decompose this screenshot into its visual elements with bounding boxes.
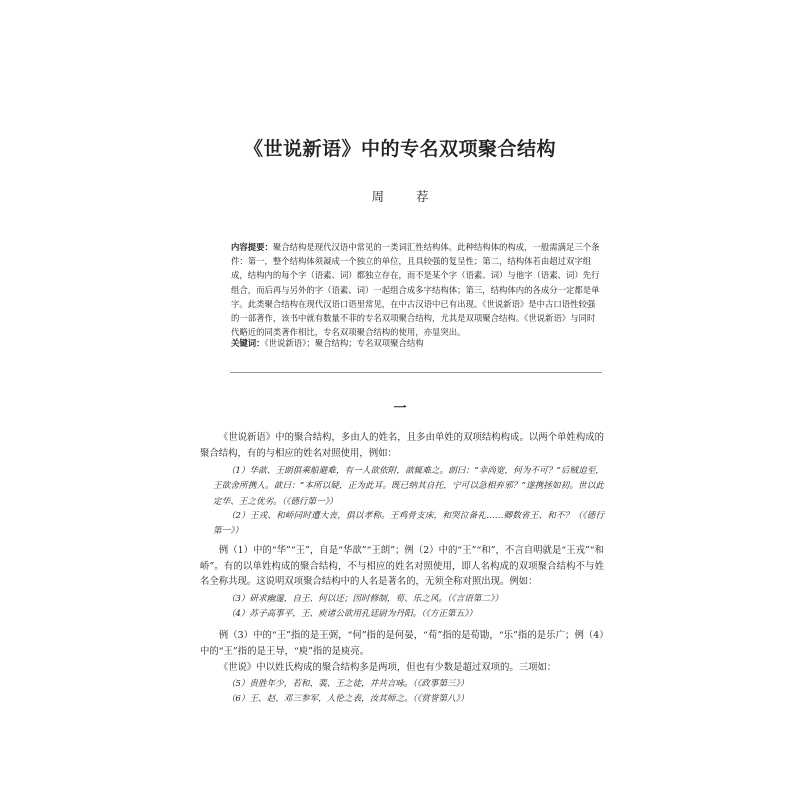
paragraph-3: 例（3）中的“王”指的是王弼，“何”指的是何晏，“荀”指的是荀勖，“乐”指的是乐广；例（4）中的“王”指的是王导，“庾”指的是庾亮。 <box>200 630 604 657</box>
quote-4: （4）苏子高事平，王、庾诸公欲用孔廷尉为丹阳。（《方正第五》） <box>226 609 478 619</box>
abstract-label: 内容提要： <box>231 242 273 252</box>
keywords <box>231 336 601 350</box>
quote-6: （6）王、赵、邓三参军，人伦之表，汝其师之。（《赏誉第八》） <box>226 694 469 704</box>
paper-title: 《世说新语》中的专名双项聚合结构 <box>243 138 556 160</box>
keywords-text: 《世说新语》；聚合结构；专名双项聚合结构 <box>264 338 424 348</box>
quote-2: （2）王戎、和峤同时遭大丧，俱以孝称。王鸡骨支床，和哭泣备礼……卿数省王、和不？（《德行第一》） <box>213 511 604 537</box>
quote-3: （3）研求幽邃，自王、何以还；因时修制，荀、乐之风。（《言语第二》） <box>226 594 503 604</box>
paragraph-4: 《世说》中以姓氏构成的聚合结构多是两项，但也有少数是超过双项的。三项如： <box>218 662 557 673</box>
quote-5: （5）贵胜年少，若和、裴、王之徒，并共言咏。（《政事第三》） <box>226 679 469 689</box>
keywords-label: 关键词： <box>231 338 265 348</box>
abstract <box>231 240 601 339</box>
paragraph-1: 《世说新语》中的聚合结构，多由人的姓名，且多由单姓的双项结构构成。以两个单姓构成的聚合结构，有的与相应的姓名对照使用，例如： <box>200 432 604 459</box>
section-divider <box>230 372 602 373</box>
author-name: 周 荐 <box>371 189 443 204</box>
paragraph-2: 例（1）中的“华”“王”，自是“华歆”“王朗”；例（2）中的“王”“和”，不言自明就是“王戎”“和峤”。有的以单姓构成的聚合结构，不与相应的姓名对照使用，即人名构成的双项聚合结构不与姓名全称共现。这说明双项聚合结构中的人名是著名的，无须全称对照出现。例如： <box>200 545 604 587</box>
quote-1: （1）华歆、王朗俱乘船避难，有一人欲依附，歆辄难之。朗曰：“幸尚宽，何为不可？”后贼追至，王欲舍所携人。歆曰：“本所以疑，正为此耳。既已纳其自托，宁可以急相弃邪？”遂携拯如初。世以此定华、王之优劣。（《德行第一》） <box>213 466 604 507</box>
section-heading: 一 <box>393 401 407 416</box>
abstract-text: 聚合结构是现代汉语中常见的一类词汇性结构体。此种结构体的构成，一般需满足三个条件：第一，整个结构体须凝成一个独立的单位，且具较强的复呈性；第二，结构体若由超过双字组成，结构内的每个字（语素、词）都独立存在，而不是某个字（语素、词）与他字（语素、词）先行组合，而后再与另外的字（语素、词）一起组合成多字结构体；第三，结构体内的各成分一定都是单字。此类聚合结构在现代汉语口语里常见，在中古汉语中已有出现。《世说新语》是中古口语性较强的一部著作，该书中就有数量不菲的专名双项聚合结构，尤其是双项聚合结构。《世说新语》与同时代略近的同类著作相比，专名双项聚合结构的使用，亦显突出。 <box>231 242 600 338</box>
